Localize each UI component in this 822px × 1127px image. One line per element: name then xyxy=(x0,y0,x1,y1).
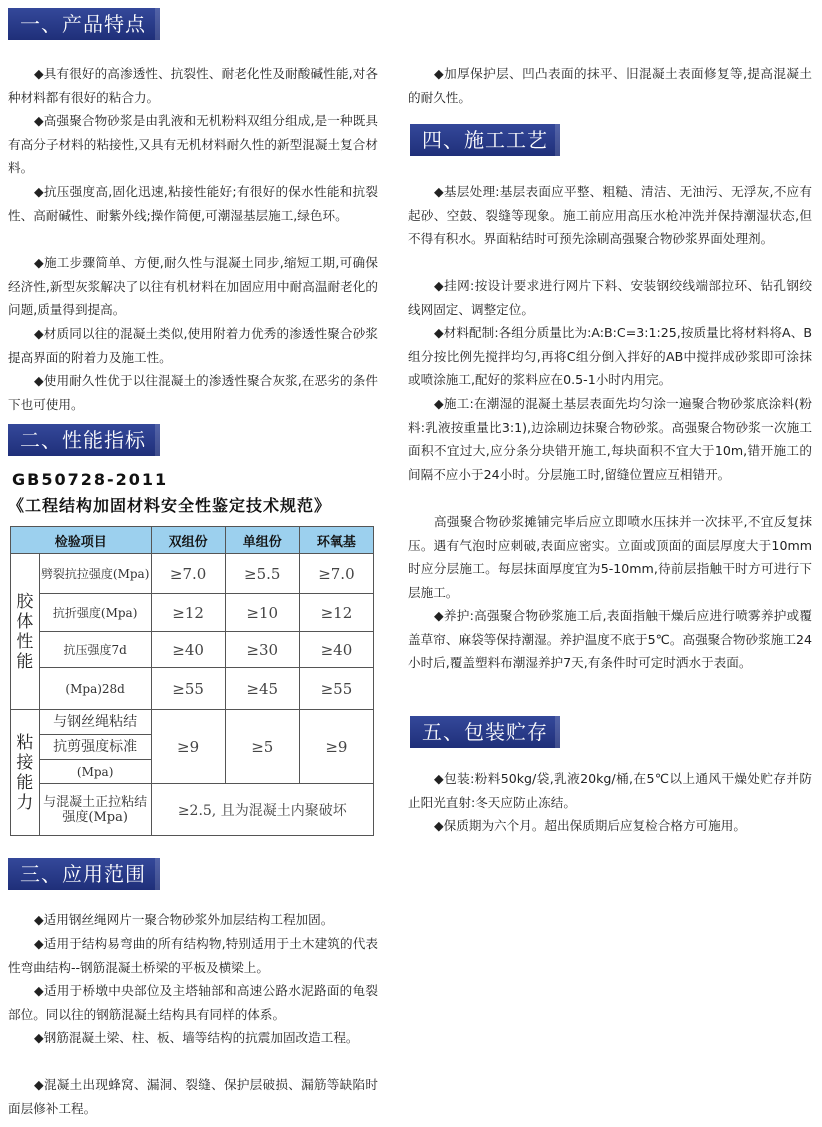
table-cell: ≥55 xyxy=(299,668,373,710)
construction-paragraph: ◆挂网:按设计要求进行网片下料、安装钢绞线端部拉环、钻孔钢绞线网固定、调整定位。 xyxy=(408,278,812,317)
construction-paragraph: ◆基层处理:基层表面应平整、粗糙、清洁、无油污、无浮灰,不应有起砂、空鼓、裂缝等现象。施工前应用高压水枪冲洗并保持潮湿状态,但不得有积水。界面粘结时可预先涂刷高强聚合物砂浆界面处理剂。 xyxy=(408,184,812,246)
feature-paragraph: ◆施工步骤简单、方便,耐久性与混凝土同步,缩短工期,可确保经济性,新型灰浆解决了以往有机材料在加固应用中耐高温耐老化的问题,质量得到提高。 xyxy=(8,255,378,317)
table-cell: ≥12 xyxy=(299,594,373,632)
table-header: 环氧基 xyxy=(299,527,373,554)
section-title-performance: 二、性能指标 xyxy=(8,424,160,456)
construction-paragraph: ◆养护:高强聚合物砂浆施工后,表面指触干燥后应进行喷雾养护或覆盖草帘、麻袋等保持潮湿。养护温度不底于5℃。高强聚合物砂浆施工24小时后,覆盖塑料布潮湿养护7天,有条件时可定时洒水于表面。 xyxy=(408,608,812,670)
table-cell-item: (Mpa)28d xyxy=(39,668,151,710)
section-title-construction: 四、施工工艺 xyxy=(410,124,560,156)
table-cell: ≥5.5 xyxy=(225,554,299,594)
packaging-paragraph: ◆包装:粉料50kg/袋,乳液20kg/桶,在5℃以上通风干燥处贮存并防止阳光直射:冬天应防止冻结。 xyxy=(408,771,812,810)
table-cell: ≥40 xyxy=(151,632,225,668)
group-label-colloid: 胶体性能 xyxy=(11,554,40,710)
table-cell: ≥5 xyxy=(225,710,299,784)
section-title-features: 一、产品特点 xyxy=(8,8,160,40)
table-cell: ≥12 xyxy=(151,594,225,632)
table-cell: ≥7.0 xyxy=(151,554,225,594)
construction-paragraph: 高强聚合物砂浆摊铺完毕后应立即喷水压抹并一次抹平,不宜反复抹压。遇有气泡时应刺破,表面应密实。立面或顶面的面层厚度大于10mm时应分层施工。每层抹面厚度宜为5-10mm,待前层指触干时方可进行下层施工。 xyxy=(408,514,812,600)
feature-paragraph: ◆抗压强度高,固化迅速,粘接性能好;有很好的保水性能和抗裂性、高耐碱性、耐紫外线;操作简便,可潮湿基层施工,绿色环。 xyxy=(8,184,378,223)
table-header: 双组份 xyxy=(151,527,225,554)
packaging-paragraph: ◆保质期为六个月。超出保质期后应复检合格方可施用。 xyxy=(434,818,746,833)
standard-code: GB50728-2011 xyxy=(12,470,169,489)
table-cell-item: 劈裂抗拉强度(Mpa) xyxy=(39,554,151,594)
table-cell-item: 与混凝土正拉粘结强度(Mpa) xyxy=(39,784,151,836)
table-cell-item: 抗折强度(Mpa) xyxy=(39,594,151,632)
performance-table xyxy=(10,526,374,836)
table-cell: ≥10 xyxy=(225,594,299,632)
table-cell-item: 与钢丝绳粘结 xyxy=(39,710,151,735)
table-header: 单组份 xyxy=(225,527,299,554)
application-paragraph: ◆适用钢丝绳网片一聚合物砂浆外加层结构工程加固。 xyxy=(34,912,334,927)
table-cell-item: (Mpa) xyxy=(39,760,151,784)
group-label-bonding: 粘接能力 xyxy=(11,710,40,836)
application-paragraph: ◆适用于桥墩中央部位及主塔轴部和高速公路水泥路面的龟裂部位。同以往的钢筋混凝土结构具有同样的体系。 xyxy=(8,983,378,1022)
table-cell: ≥55 xyxy=(151,668,225,710)
table-cell: ≥30 xyxy=(225,632,299,668)
construction-paragraph: ◆施工:在潮湿的混凝土基层表面先均匀涂一遍聚合物砂浆底涂料(粉料:乳液按重量比3:1),边涂刷边抹聚合物砂浆。高强聚合物砂浆一次施工面积不宜过大,应分条分块错开施工,每块面积不宜大于10m,错开施工的间隔不应小于24小时。分层施工时,留缝位置应互相错开。 xyxy=(408,396,812,482)
section-title-packaging: 五、包装贮存 xyxy=(410,716,560,748)
table-cell: ≥2.5, 且为混凝土内聚破坏 xyxy=(151,784,373,836)
table-cell: ≥7.0 xyxy=(299,554,373,594)
feature-paragraph: ◆高强聚合物砂浆是由乳液和无机粉料双组分组成,是一种既具有高分子材料的粘接性,又具有无机材料耐久性的新型混凝土复合材料。 xyxy=(8,113,378,175)
table-cell-item: 抗剪强度标准 xyxy=(39,735,151,760)
feature-paragraph: ◆使用耐久性优于以往混凝土的渗透性聚合灰浆,在恶劣的条件下也可使用。 xyxy=(8,373,378,412)
application-paragraph: ◆加厚保护层、凹凸表面的抹平、旧混凝土表面修复等,提高混凝土的耐久性。 xyxy=(408,66,812,105)
application-paragraph: ◆钢筋混凝土梁、柱、板、墙等结构的抗震加固改造工程。 xyxy=(34,1030,359,1045)
feature-paragraph: ◆具有很好的高渗透性、抗裂性、耐老化性及耐酸碱性能,对各种材料都有很好的粘合力。 xyxy=(8,66,378,105)
application-paragraph: ◆适用于结构易弯曲的所有结构物,特别适用于土木建筑的代表性弯曲结构--钢筋混凝土桥梁的平板及横梁上。 xyxy=(8,936,378,975)
table-header: 检验项目 xyxy=(11,527,152,554)
application-paragraph: ◆混凝土出现蜂窝、漏洞、裂缝、保护层破损、漏筋等缺陷时面层修补工程。 xyxy=(8,1077,378,1116)
table-cell-item: 抗压强度7d xyxy=(39,632,151,668)
table-cell: ≥40 xyxy=(299,632,373,668)
standard-name: 《工程结构加固材料安全性鉴定技术规范》 xyxy=(8,496,332,515)
table-cell: ≥45 xyxy=(225,668,299,710)
section-title-application: 三、应用范围 xyxy=(8,858,160,890)
feature-paragraph: ◆材质同以往的混凝土类似,使用附着力优秀的渗透性聚合砂浆提高界面的附着力及施工性。 xyxy=(8,326,378,365)
construction-paragraph: ◆材料配制:各组分质量比为:A:B:C=3:1:25,按质量比将材料将A、B组分按比例先搅拌均匀,再将C组分倒入拌好的AB中搅拌成砂浆即可涂抹或喷涂施工,配好的浆料应在0.5-1小时内用完。 xyxy=(408,325,812,387)
table-cell: ≥9 xyxy=(299,710,373,784)
table-cell: ≥9 xyxy=(151,710,225,784)
